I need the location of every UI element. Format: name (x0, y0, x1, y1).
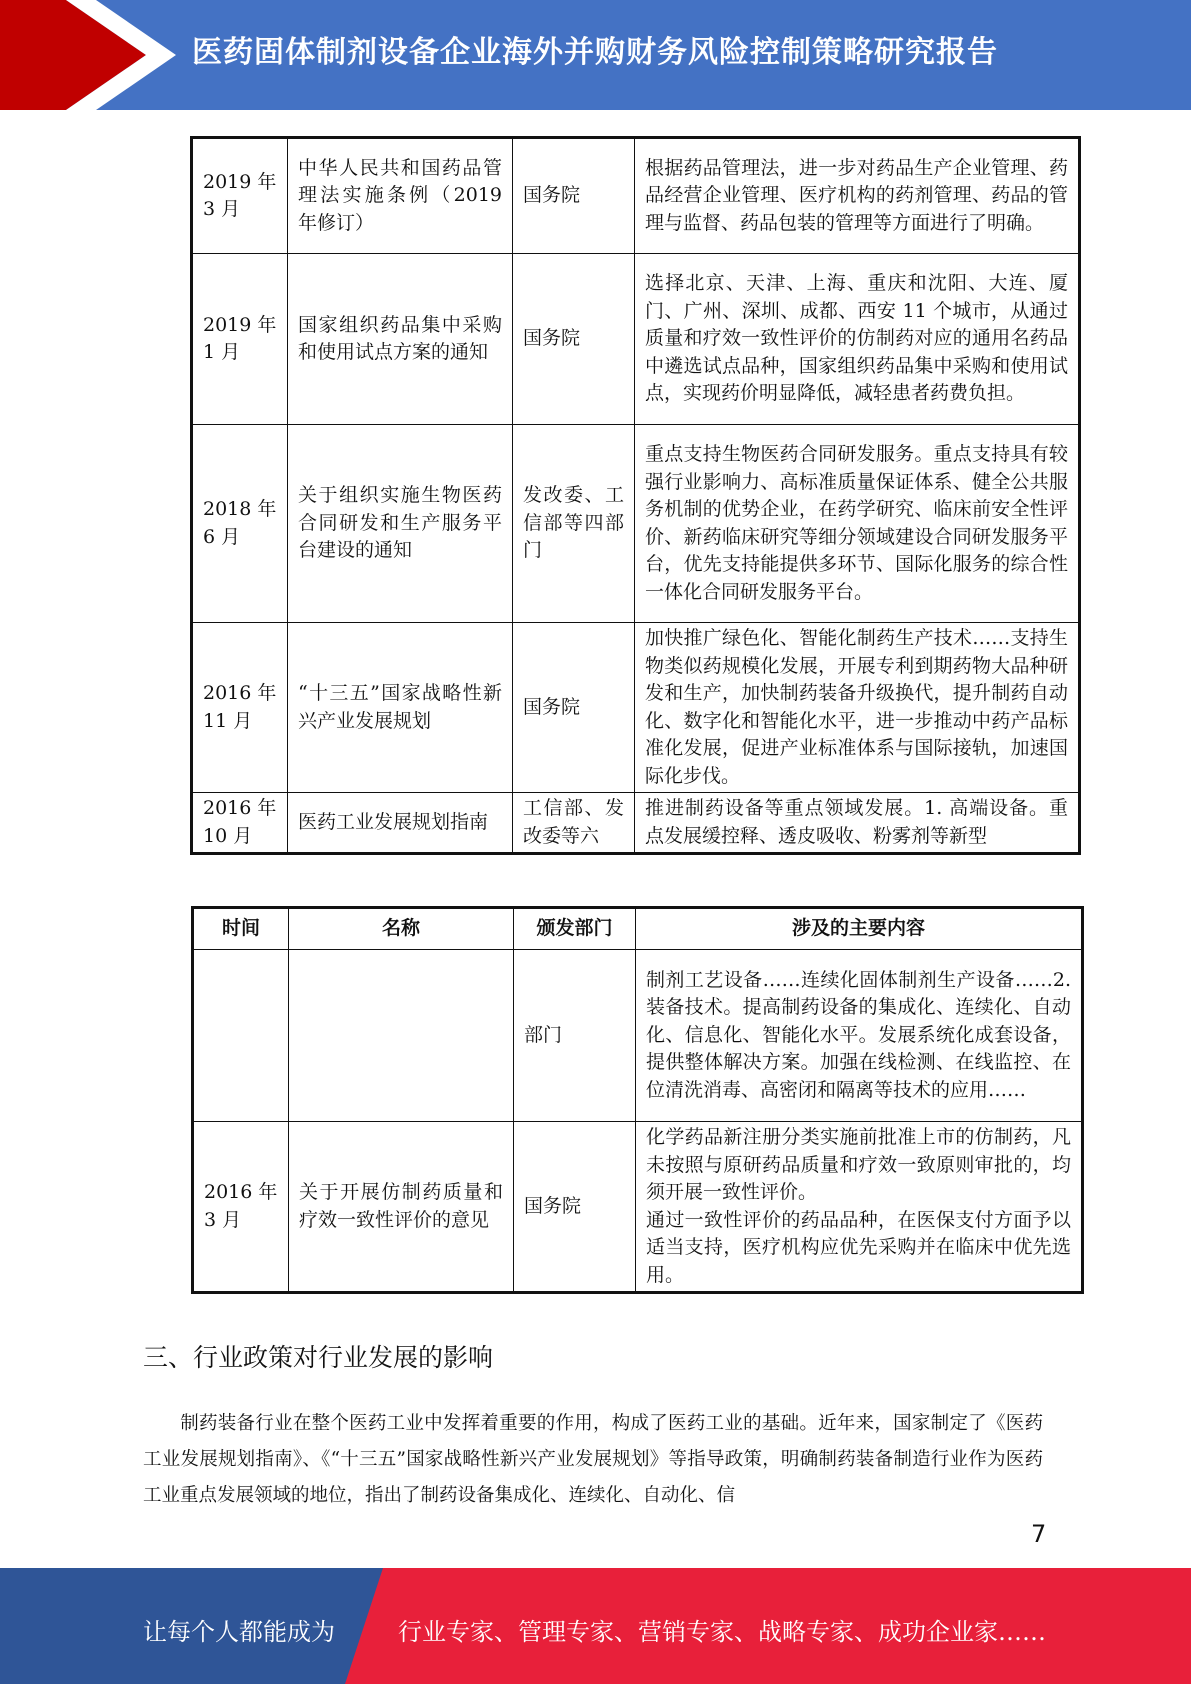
cell-content: 选择北京、天津、上海、重庆和沈阳、大连、厦门、广州、深圳、成都、西安 11 个城市，从通过质量和疗效一致性评价的仿制药对应的通用名药品中遴选试点品种，国家组织药品集中采购和使用试点，实现药价明显降低，减轻患者药费负担。 (635, 254, 1079, 425)
table-row (194, 950, 1082, 1122)
cell-name (289, 950, 514, 1122)
cell-time: 2016 年 10 月 (193, 793, 288, 853)
cell-content (636, 1122, 1082, 1292)
cell-dept: 国务院 (513, 623, 635, 793)
page-footer (0, 1568, 1191, 1684)
section-heading: 三、行业政策对行业发展的影响 (143, 1343, 494, 1372)
body-paragraph (143, 1406, 1043, 1514)
header-content: 涉及的主要内容 (636, 909, 1082, 950)
cell-name: 医药工业发展规划指南 (288, 793, 513, 853)
header-name: 名称 (289, 909, 514, 950)
page-header (0, 0, 1191, 110)
cell-name: “十三五”国家战略性新兴产业发展规划 (288, 623, 513, 793)
cell-time: 2016 年 11 月 (193, 623, 288, 793)
cell-name: 国家组织药品集中采购和使用试点方案的通知 (288, 254, 513, 425)
cell-content: 加快推广绿色化、智能化制药生产技术……支持生物类似药规模化发展，开展专利到期药物大品种研发和生产，加快制药装备升级换代，提升制药自动化、数字化和智能化水平，进一步推动中药产品标准化发展，促进产业标准体系与国际接轨，加速国际化步伐。 (635, 623, 1079, 793)
footer-slogan-left: 让每个人都能成为 (143, 1618, 335, 1646)
header-dept: 颁发部门 (514, 909, 636, 950)
table-header-row (194, 909, 1082, 950)
cell-dept: 工信部、发改委等六 (513, 793, 635, 853)
cell-name: 关于开展仿制药质量和疗效一致性评价的意见 (289, 1122, 514, 1292)
cell-content: 根据药品管理法，进一步对药品生产企业管理、药品经营企业管理、医疗机构的药剂管理、药品的管理与监督、药品包装的管理等方面进行了明确。 (635, 139, 1079, 254)
table-row (194, 1122, 1082, 1292)
cell-content: 推进制药设备等重点领域发展。1. 高端设备。重点发展缓控释、透皮吸收、粉雾剂等新型 (635, 793, 1079, 853)
cell-time (194, 950, 289, 1122)
policy-table-continued (192, 138, 1079, 853)
content-paragraph: 通过一致性评价的药品品种，在医保支付方面予以适当支持，医疗机构应优先采购并在临床中优先选用。 (646, 1208, 1071, 1286)
content-paragraph: 化学药品新注册分类实施前批准上市的仿制药，凡未按照与原研药品质量和疗效一致原则审批的，均须开展一致性评价。 (646, 1126, 1071, 1203)
cell-dept: 国务院 (514, 1122, 636, 1292)
cell-time: 2018 年 6 月 (193, 425, 288, 623)
table-row (193, 623, 1079, 793)
cell-name: 关于组织实施生物医药合同研发和生产服务平台建设的通知 (288, 425, 513, 623)
policy-table (193, 908, 1082, 1292)
cell-content: 制剂工艺设备……连续化固体制剂生产设备……2. 装备技术。提高制药设备的集成化、连续化、自动化、信息化、智能化水平。发展系统化成套设备，提供整体解决方案。加强在线检测、在线监控、在位清洗消毒、高密闭和隔离等技术的应用…… (636, 950, 1082, 1122)
table-row (193, 793, 1079, 853)
table-row (193, 254, 1079, 425)
header-title: 医药固体制剂设备企业海外并购财务风险控制策略研究报告 (192, 35, 998, 70)
cell-time: 2019 年 1 月 (193, 254, 288, 425)
footer-slogan-right: 行业专家、管理专家、营销专家、战略专家、成功企业家…… (398, 1618, 1046, 1646)
table-row (193, 139, 1079, 254)
cell-dept: 国务院 (513, 254, 635, 425)
body-paragraph-text: 制药装备行业在整个医药工业中发挥着重要的作用，构成了医药工业的基础。近年来，国家制定了《医药工业发展规划指南》、《“十三五”国家战略性新兴产业发展规划》等指导政策，明确制药装备制造行业作为医药工业重点发展领域的地位，指出了制药设备集成化、连续化、自动化、信 (143, 1413, 1043, 1506)
cell-dept: 国务院 (513, 139, 635, 254)
cell-dept: 部门 (514, 950, 636, 1122)
cell-time: 2019 年 3 月 (193, 139, 288, 254)
table-row (193, 425, 1079, 623)
cell-time: 2016 年 3 月 (194, 1122, 289, 1292)
header-time: 时间 (194, 909, 289, 950)
cell-content: 重点支持生物医药合同研发服务。重点支持具有较强行业影响力、高标准质量保证体系、健全公共服务机制的优势企业，在药学研究、临床前安全性评价、新药临床研究等细分领域建设合同研发服务平台，优先支持能提供多环节、国际化服务的综合性一体化合同研发服务平台。 (635, 425, 1079, 623)
cell-dept: 发改委、工信部等四部门 (513, 425, 635, 623)
cell-name: 中华人民共和国药品管理法实施条例（2019 年修订） (288, 139, 513, 254)
page-number: 7 (1031, 1520, 1047, 1548)
